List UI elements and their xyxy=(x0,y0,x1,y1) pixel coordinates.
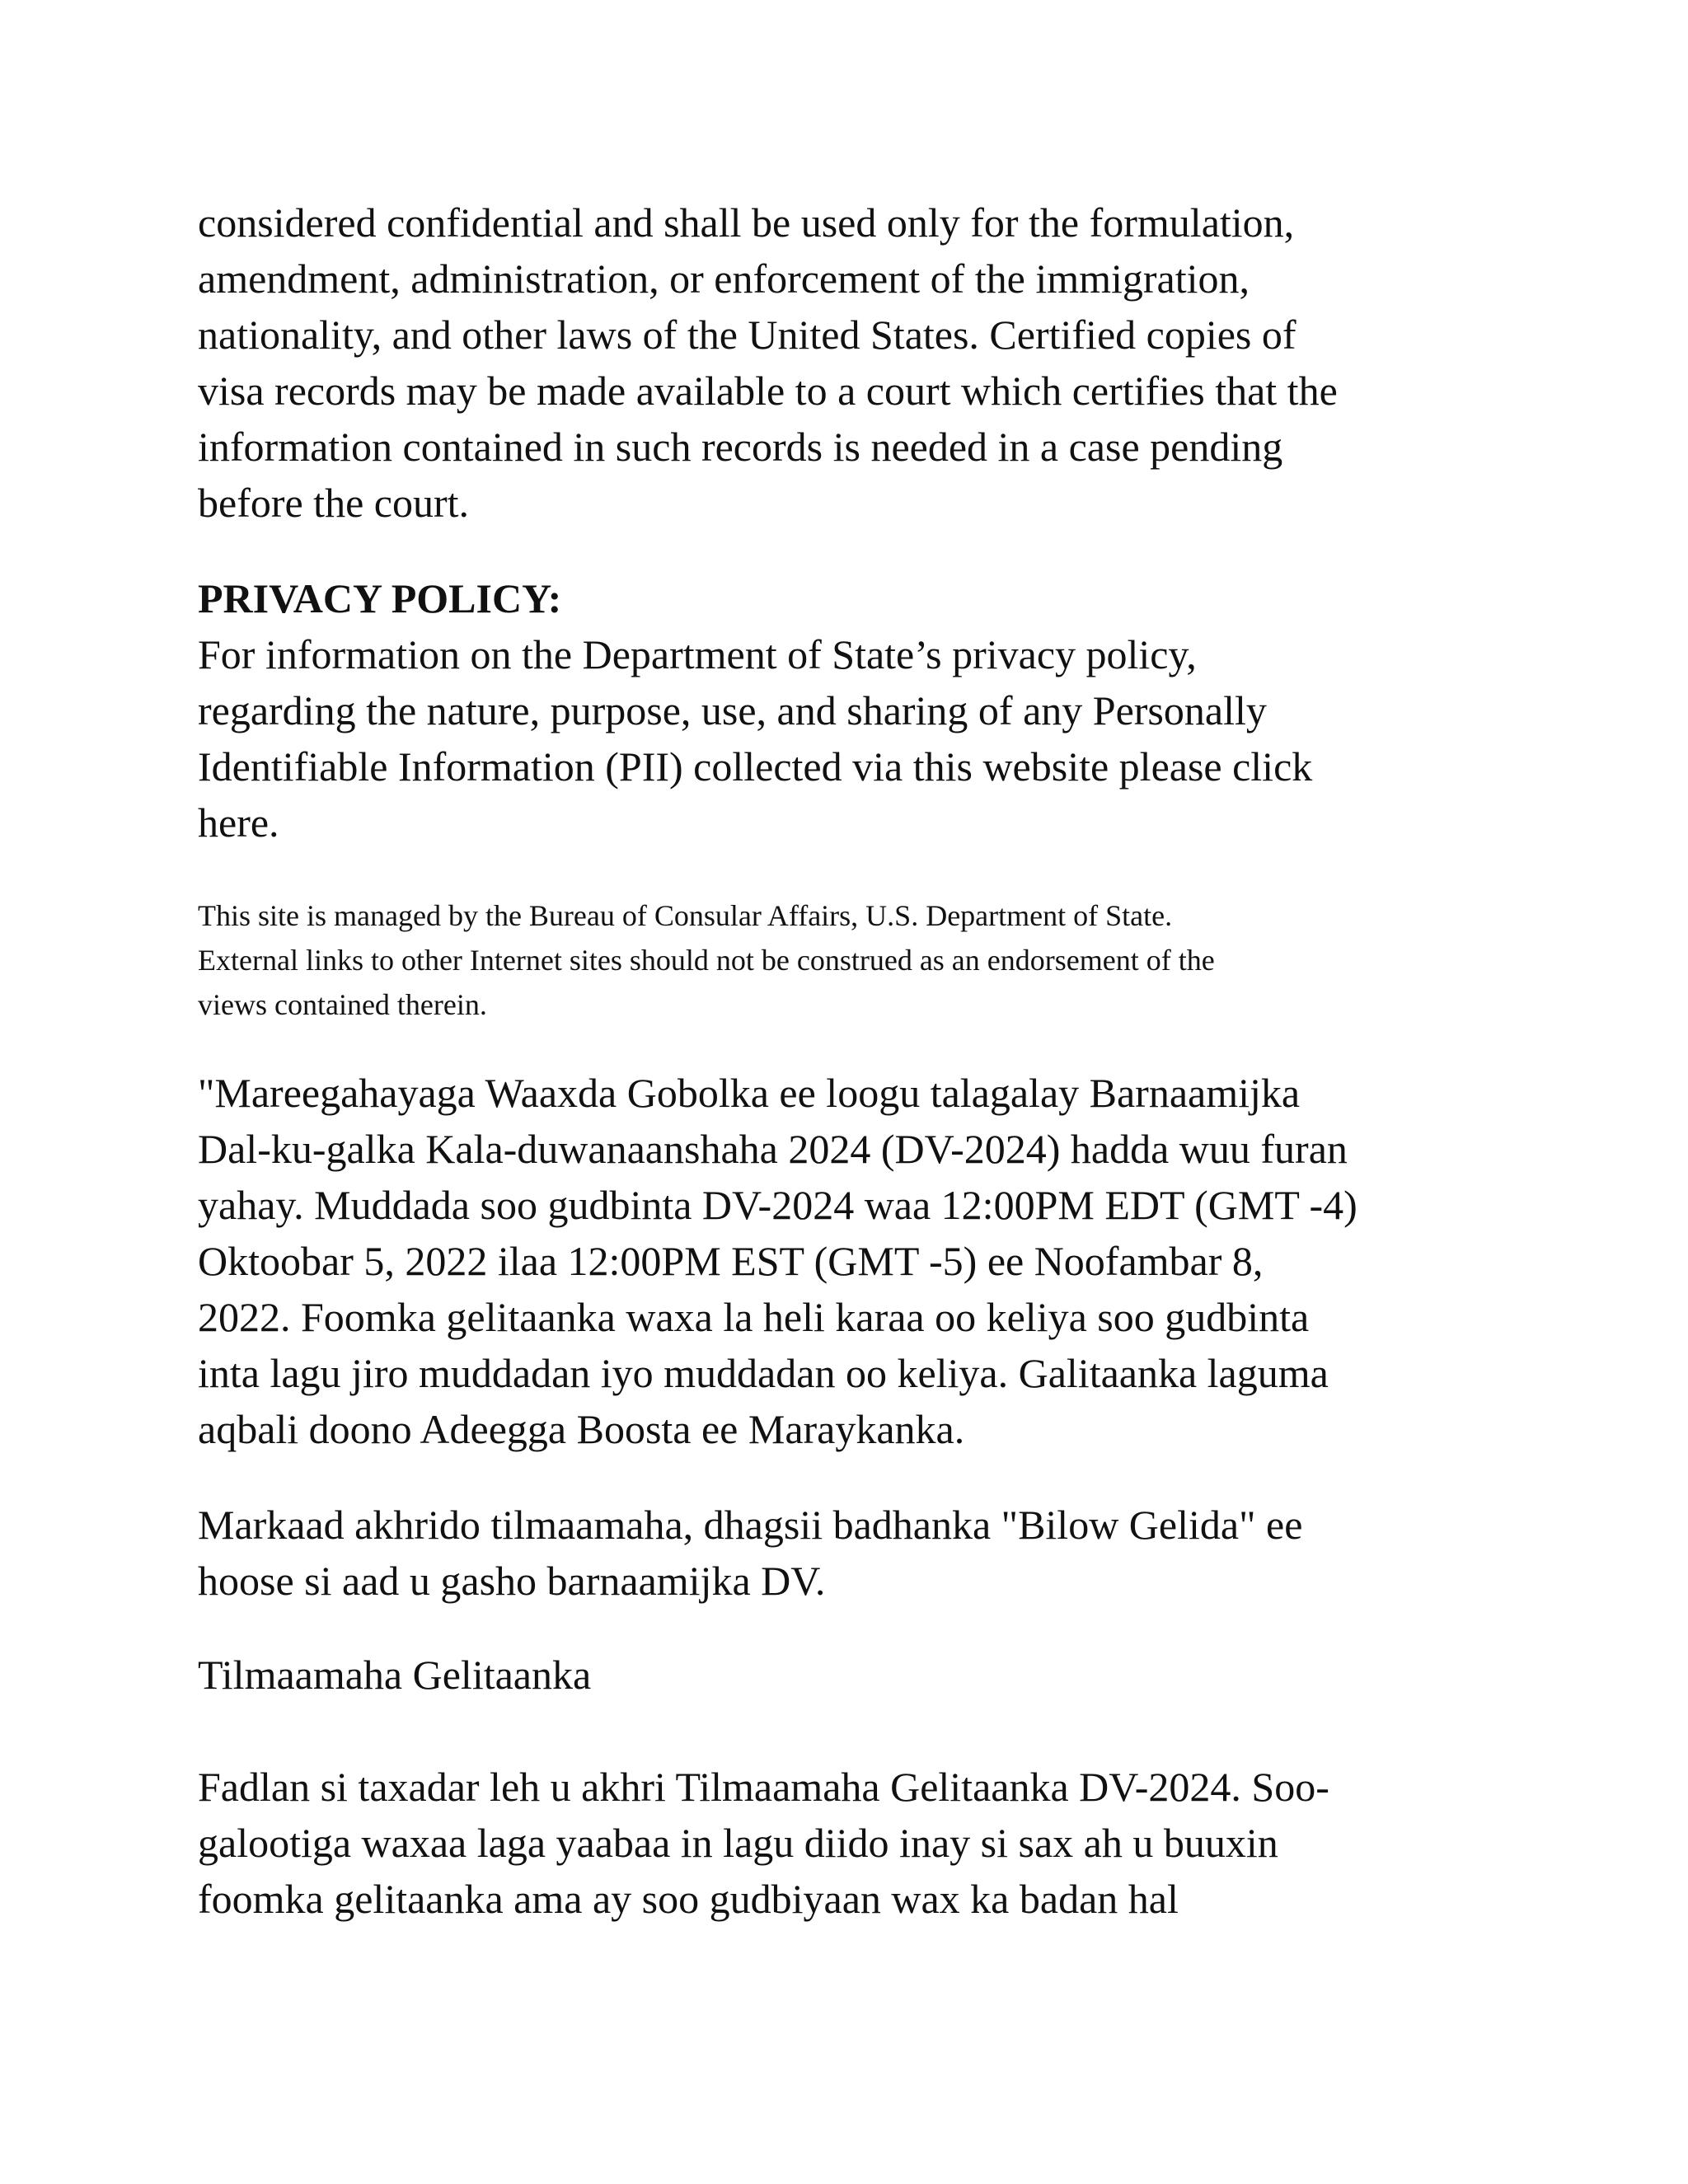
text-line: foomka gelitaanka ama ay soo gudbiyaan wax ka badan hal xyxy=(198,1876,1179,1922)
dv-2024-announcement-paragraph xyxy=(198,1065,1500,1457)
site-management-note xyxy=(198,893,1500,1027)
text-line: 2022. Foomka gelitaanka waxa la heli karaa oo keliya soo gudbinta xyxy=(198,1294,1310,1340)
text-line: information contained in such records is needed in a case pending xyxy=(198,424,1283,470)
privacy-policy-link[interactable]: here. xyxy=(198,799,279,846)
text-line: amendment, administration, or enforcement of the immigration, xyxy=(198,255,1250,302)
text-line: visa records may be made available to a court which certifies that the xyxy=(198,368,1338,414)
text-line: considered confidential and shall be used only for the formulation, xyxy=(198,199,1295,246)
text-line: yahay. Muddada soo gudbinta DV-2024 waa 12:00PM EDT (GMT -4) xyxy=(198,1182,1357,1228)
entry-instructions-heading-block xyxy=(198,1647,1500,1703)
text-line: Identifiable Information (PII) collected via this website please click xyxy=(198,743,1313,790)
privacy-policy-section xyxy=(198,570,1500,851)
text-line: Dal-ku-galka Kala-duwanaanshaha 2024 (DV-2024) hadda wuu furan xyxy=(198,1126,1348,1172)
text-line: For information on the Department of State’s privacy policy, xyxy=(198,631,1197,677)
privacy-policy-heading: PRIVACY POLICY: xyxy=(198,575,562,621)
privacy-policy-link-line xyxy=(198,794,1500,851)
text-line: nationality, and other laws of the United States. Certified copies of xyxy=(198,312,1296,358)
text-line: Fadlan si taxadar leh u akhri Tilmaamaha Gelitaanka DV-2024. Soo- xyxy=(198,1764,1329,1810)
text-line: regarding the nature, purpose, use, and sharing of any Personally xyxy=(198,687,1267,733)
start-entry-instruction-paragraph xyxy=(198,1497,1500,1609)
text-line: "Mareegahayaga Waaxda Gobolka ee loogu talagalay Barnaamijka xyxy=(198,1070,1301,1116)
text-line: This site is managed by the Bureau of Consular Affairs, U.S. Department of State. xyxy=(198,899,1173,932)
text-line: galootiga waxaa laga yaabaa in lagu diido inay si sax ah u buuxin xyxy=(198,1820,1278,1866)
text-line: aqbali doono Adeegga Boosta ee Maraykanka. xyxy=(198,1406,965,1452)
confidentiality-paragraph xyxy=(198,194,1500,531)
text-line: inta lagu jiro muddadan iyo muddadan oo keliya. Galitaanka laguma xyxy=(198,1350,1329,1396)
entry-instructions-heading: Tilmaamaha Gelitaanka xyxy=(198,1652,592,1698)
text-line: Markaad akhrido tilmaamaha, dhagsii badhanka "Bilow Gelida" ee xyxy=(198,1502,1303,1548)
text-line: hoose si aad u gasho barnaamijka DV. xyxy=(198,1558,826,1604)
text-line: External links to other Internet sites should not be construed as an endorsement of the xyxy=(198,944,1215,977)
text-line: views contained therein. xyxy=(198,988,487,1021)
text-line: before the court. xyxy=(198,480,470,526)
text-line: Oktoobar 5, 2022 ilaa 12:00PM EST (GMT -5) ee Noofambar 8, xyxy=(198,1238,1264,1284)
entry-instructions-paragraph xyxy=(198,1759,1500,1927)
